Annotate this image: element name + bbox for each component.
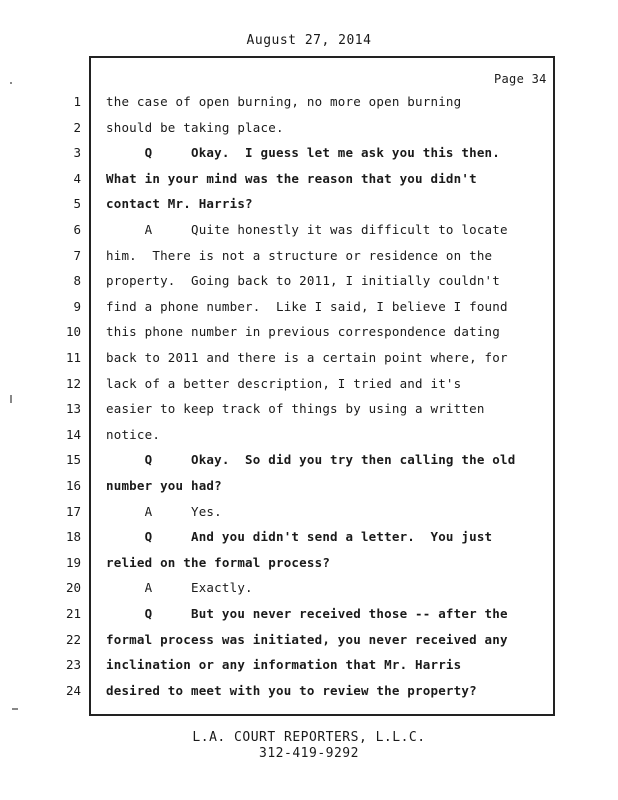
footer-company: L.A. COURT REPORTERS, L.L.C. bbox=[192, 730, 426, 745]
transcript-line: notice. bbox=[106, 427, 161, 442]
line-number: 21 bbox=[65, 606, 81, 621]
transcript-line: contact Mr. Harris? bbox=[106, 196, 253, 211]
transcript-line: A Quite honestly it was difficult to locate bbox=[106, 222, 508, 237]
line-number: 8 bbox=[73, 273, 81, 288]
transcript-line: number you had? bbox=[106, 478, 222, 493]
footer-phone: 312-419-9292 bbox=[259, 746, 359, 761]
header-date: August 27, 2014 bbox=[246, 33, 372, 48]
line-number: 14 bbox=[65, 427, 81, 442]
transcript-line: A Exactly. bbox=[106, 580, 253, 595]
line-number: 12 bbox=[65, 376, 81, 391]
transcript-line: relied on the formal process? bbox=[106, 555, 331, 570]
transcript-line: should be taking place. bbox=[106, 120, 284, 135]
transcript-line: inclination or any information that Mr. Harris bbox=[106, 657, 462, 672]
line-number: 11 bbox=[65, 350, 81, 365]
scan-speck bbox=[12, 708, 18, 710]
transcript-line: Q And you didn't send a letter. You just bbox=[106, 529, 493, 544]
transcript-line: him. There is not a structure or residence on the bbox=[106, 248, 493, 263]
line-number: 6 bbox=[73, 222, 81, 237]
line-number: 5 bbox=[73, 196, 81, 211]
line-number: 15 bbox=[65, 452, 81, 467]
transcript-line: back to 2011 and there is a certain point where, for bbox=[106, 350, 508, 365]
line-number: 23 bbox=[65, 657, 81, 672]
line-number: 20 bbox=[65, 580, 81, 595]
line-number: 24 bbox=[65, 683, 81, 698]
scan-speck bbox=[10, 395, 12, 403]
transcript-line: find a phone number. Like I said, I believe I found bbox=[106, 299, 508, 314]
transcript-line: property. Going back to 2011, I initially couldn't bbox=[106, 273, 501, 288]
line-number: 2 bbox=[73, 120, 81, 135]
page-number: Page 34 bbox=[494, 72, 547, 86]
line-number: 13 bbox=[65, 401, 81, 416]
line-number: 19 bbox=[65, 555, 81, 570]
line-number: 17 bbox=[65, 504, 81, 519]
transcript-line: A Yes. bbox=[106, 504, 222, 519]
transcript-line: Q But you never received those -- after the bbox=[106, 606, 508, 621]
transcript-line: formal process was initiated, you never received any bbox=[106, 632, 508, 647]
line-number: 7 bbox=[73, 248, 81, 263]
scan-speck bbox=[10, 82, 12, 84]
transcript-line: What in your mind was the reason that you didn't bbox=[106, 171, 477, 186]
transcript-line: Q Okay. I guess let me ask you this then. bbox=[106, 145, 501, 160]
line-number: 4 bbox=[73, 171, 81, 186]
line-number: 1 bbox=[73, 94, 81, 109]
line-number: 10 bbox=[65, 324, 81, 339]
transcript-line: easier to keep track of things by using a written bbox=[106, 401, 485, 416]
transcript-line: Q Okay. So did you try then calling the old bbox=[106, 452, 516, 467]
line-number: 22 bbox=[65, 632, 81, 647]
transcript-line: this phone number in previous correspondence dating bbox=[106, 324, 501, 339]
transcript-line: lack of a better description, I tried and it's bbox=[106, 376, 462, 391]
line-number: 9 bbox=[73, 299, 81, 314]
transcript-line: desired to meet with you to review the property? bbox=[106, 683, 477, 698]
transcript-line: the case of open burning, no more open burning bbox=[106, 94, 462, 109]
line-number: 3 bbox=[73, 145, 81, 160]
line-number: 18 bbox=[65, 529, 81, 544]
line-number: 16 bbox=[65, 478, 81, 493]
